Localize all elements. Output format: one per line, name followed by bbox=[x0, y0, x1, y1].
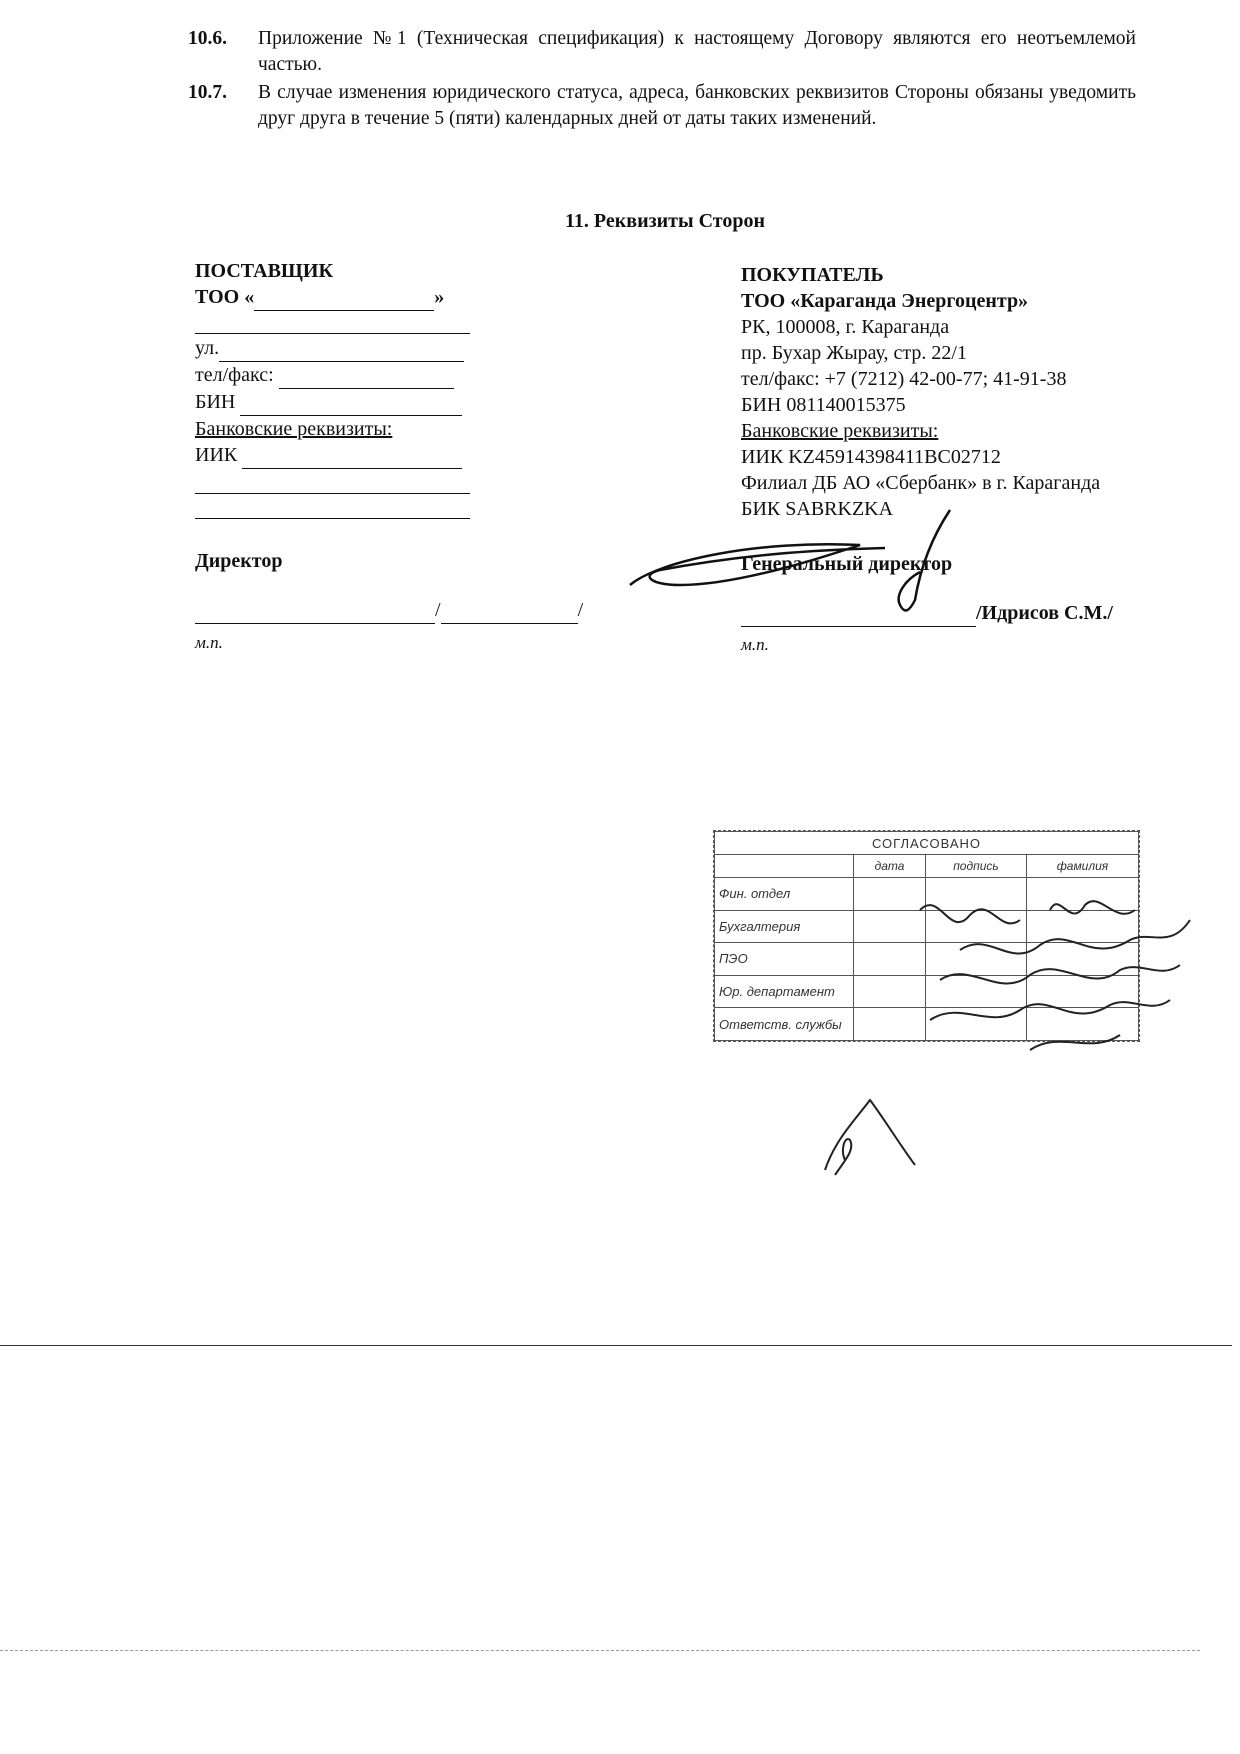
clause-10-7 bbox=[188, 80, 1136, 132]
section-title: 11. Реквизиты Сторон bbox=[565, 210, 765, 232]
buyer-block bbox=[741, 262, 1161, 522]
bin-label: БИН bbox=[195, 391, 236, 413]
buyer-company: ТОО «Караганда Энергоцентр» bbox=[741, 290, 1029, 312]
phone-blank bbox=[279, 362, 454, 389]
page-divider bbox=[0, 1345, 1232, 1346]
stamp-row-label: Фин. отдел bbox=[715, 878, 854, 911]
buyer-address-1: РК, 100008, г. Караганда bbox=[741, 316, 950, 338]
bin-blank bbox=[240, 389, 462, 416]
supplier-company-blank bbox=[254, 284, 434, 311]
supplier-director-label: Директор bbox=[195, 550, 283, 572]
buyer-director-label: Генеральный директор bbox=[741, 553, 953, 575]
stamp-col-signature: подпись bbox=[925, 855, 1026, 878]
buyer-stamp-mark: м.п. bbox=[741, 635, 769, 654]
stamp-row-label: Юр. департамент bbox=[715, 975, 854, 1008]
clause-number: 10.6. bbox=[188, 28, 227, 49]
supplier-company: ТОО « » bbox=[195, 284, 475, 311]
name-blank bbox=[441, 597, 578, 624]
initials-signature bbox=[815, 1090, 935, 1190]
stamp-corner bbox=[715, 855, 854, 878]
blank-line bbox=[195, 333, 470, 334]
clause-text: В случае изменения юридического статуса, адреса, банковских реквизитов Стороны обязаны уведомить друг друга в течение 5 (пяти) календарных дней от даты таких изменений. bbox=[258, 82, 1136, 129]
street-label: ул. bbox=[195, 337, 220, 359]
clause-number: 10.7. bbox=[188, 82, 227, 103]
supplier-signature-line: / / bbox=[195, 597, 595, 624]
approval-signatures bbox=[900, 880, 1200, 1060]
supplier-heading: ПОСТАВЩИК bbox=[195, 260, 333, 282]
stamp-col-date: дата bbox=[854, 855, 926, 878]
signature-blank bbox=[195, 597, 435, 624]
blank-line bbox=[195, 493, 470, 494]
buyer-branch: Филиал ДБ АО «Сбербанк» в г. Караганда bbox=[741, 472, 1101, 494]
iik-label: ИИК bbox=[195, 444, 238, 466]
buyer-phone: тел/факс: +7 (7212) 42-00-77; 41-91-38 bbox=[741, 368, 1067, 390]
buyer-iik: ИИК KZ45914398411BC02712 bbox=[741, 446, 1001, 468]
bank-label: Банковские реквизиты: bbox=[195, 418, 393, 440]
clause-10-6 bbox=[188, 26, 1136, 78]
buyer-director-name: /Идрисов С.М./ bbox=[976, 602, 1113, 624]
phone-label: тел/факс: bbox=[195, 364, 274, 386]
street-blank bbox=[219, 335, 464, 362]
clause-text: Приложение №1 (Техническая спецификация) к настоящему Договору являются его неотъемлемой частью. bbox=[258, 28, 1136, 75]
buyer-heading: ПОКУПАТЕЛЬ bbox=[741, 264, 884, 286]
stamp-col-surname: фамилия bbox=[1026, 855, 1138, 878]
supplier-fields bbox=[195, 335, 475, 469]
iik-blank bbox=[242, 442, 462, 469]
blank-line bbox=[195, 518, 470, 519]
supplier-stamp-mark: м.п. bbox=[195, 633, 223, 652]
buyer-bik: БИК SABRKZKA bbox=[741, 498, 894, 520]
director-signature bbox=[620, 500, 960, 620]
stamp-row-label: ПЭО bbox=[715, 943, 854, 976]
stamp-row-label: Ответств. службы bbox=[715, 1008, 854, 1041]
buyer-bin: БИН 081140015375 bbox=[741, 394, 906, 416]
scan-artifact-line bbox=[0, 1650, 1200, 1651]
buyer-address-2: пр. Бухар Жырау, стр. 22/1 bbox=[741, 342, 967, 364]
stamp-row-label: Бухгалтерия bbox=[715, 910, 854, 943]
buyer-bank-label: Банковские реквизиты: bbox=[741, 420, 939, 442]
supplier-block bbox=[195, 258, 475, 311]
stamp-title: СОГЛАСОВАНО bbox=[715, 832, 1139, 855]
